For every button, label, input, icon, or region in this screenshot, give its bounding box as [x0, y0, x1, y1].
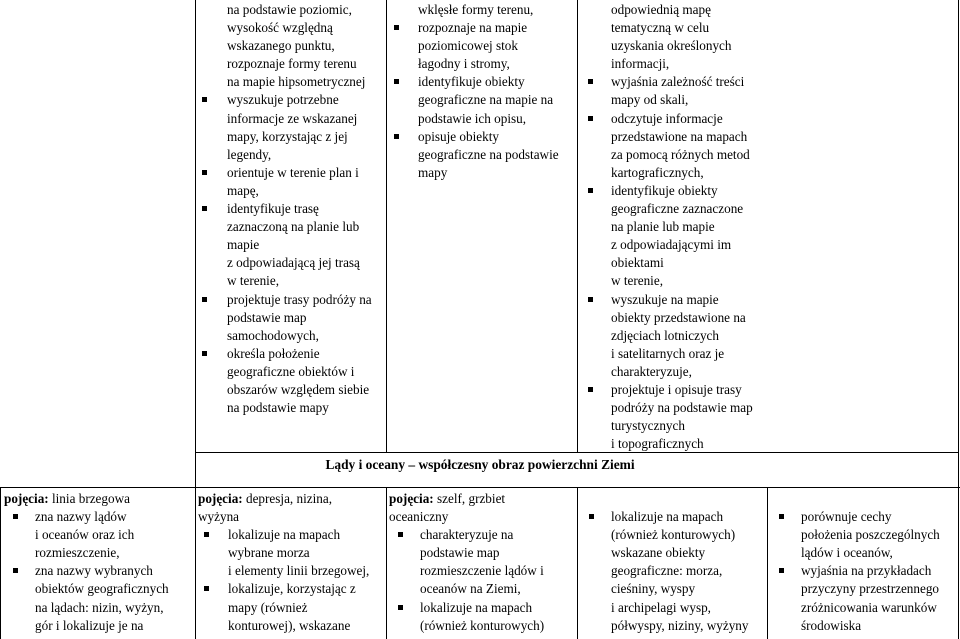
list-line	[4, 490, 194, 508]
concepts-label: pojęcia:	[198, 491, 243, 506]
list-line	[389, 164, 575, 182]
bullet-icon	[202, 351, 207, 356]
list-line	[198, 617, 384, 635]
line-text: i elementy linii brzegowej,	[228, 563, 370, 579]
line-text: odpowiednią mapę	[611, 2, 711, 17]
line-text: rozpoznaje formy terenu	[227, 56, 357, 72]
list-line	[580, 1, 956, 19]
list-line	[198, 37, 384, 55]
list-line	[389, 617, 575, 635]
line-text: rozpoznaje na mapie	[418, 20, 528, 36]
bullet-icon	[13, 514, 18, 519]
list-line	[580, 272, 956, 290]
list-line	[580, 399, 956, 417]
list-line	[580, 327, 956, 345]
line-text: geograficzne: morza,	[611, 563, 723, 579]
line-text: informacje ze wskazanej	[227, 110, 358, 126]
line-text: poziomicowej stok	[418, 38, 518, 54]
list-line	[770, 490, 957, 508]
line-text: (również konturowych)	[611, 527, 736, 543]
line-text: za pomocą różnych metod	[611, 146, 750, 162]
list-line	[389, 19, 575, 37]
line-text: wyszukuje na mapie	[611, 291, 719, 307]
line-text: szelf, grzbiet	[433, 491, 506, 506]
list-line	[198, 164, 384, 182]
list-line	[198, 254, 384, 272]
line-text: identyfikuje obiekty	[611, 182, 718, 198]
list-line	[198, 291, 384, 309]
list-line	[580, 19, 956, 37]
list-line	[389, 1, 575, 19]
line-text: mapy	[418, 164, 448, 180]
list-line	[389, 37, 575, 55]
line-text: podstawie map	[227, 309, 307, 325]
line-text: odczytuje informacje	[611, 110, 723, 126]
line-text: lokalizuje na mapach	[420, 599, 533, 615]
list-line	[198, 236, 384, 254]
list-line	[580, 218, 956, 236]
line-text: i oceanów oraz ich	[35, 527, 135, 543]
line-text: wyjaśnia na przykładach	[801, 563, 932, 579]
list-line	[580, 37, 956, 55]
line-text: turystycznych	[611, 418, 685, 434]
list-line	[580, 345, 956, 363]
bullet-icon	[398, 532, 403, 537]
bullet-icon	[202, 206, 207, 211]
line-text: podstawie ich opisu,	[418, 110, 527, 126]
cell-bottom-col3	[389, 490, 575, 639]
line-text: wskazane obiekty	[611, 545, 706, 561]
line-text: projektuje trasy podróży na	[227, 291, 372, 307]
bullet-icon	[588, 297, 593, 302]
line-text: linia brzegowa	[48, 491, 130, 506]
bullet-icon	[202, 297, 207, 302]
col-border-left-top	[195, 0, 196, 487]
list-line	[580, 508, 766, 526]
concepts-label: pojęcia:	[4, 491, 49, 506]
list-line	[389, 526, 575, 544]
list-line	[198, 182, 384, 200]
line-text: (również konturowych)	[420, 617, 545, 633]
line-text: zna nazwy lądów	[35, 509, 127, 525]
line-text: rozmieszczenie,	[35, 545, 120, 561]
line-text: mapę,	[227, 182, 259, 198]
list-line	[198, 363, 384, 381]
line-text: charakteryzuje,	[611, 363, 692, 379]
list-line	[389, 508, 575, 526]
list-line	[580, 291, 956, 309]
list-line	[580, 91, 956, 109]
list-line	[198, 91, 384, 109]
list-line	[198, 327, 384, 345]
list-line	[389, 55, 575, 73]
list-line	[198, 526, 384, 544]
bullet-icon	[588, 387, 593, 392]
cell-bottom-col1	[4, 490, 194, 639]
list-line	[389, 91, 575, 109]
list-line	[198, 146, 384, 164]
bullet-icon	[589, 514, 594, 519]
list-line	[580, 254, 956, 272]
col-border-3-top	[577, 0, 578, 452]
list-line	[4, 580, 194, 598]
list-line	[389, 599, 575, 617]
cell-top-col4	[580, 1, 956, 451]
list-line	[770, 617, 957, 635]
list-line	[580, 164, 956, 182]
line-text: obiektów geograficznych	[35, 581, 169, 597]
line-text: identyfikuje obiekty	[418, 74, 525, 90]
bullet-icon	[202, 97, 207, 102]
col-border-4-bottom	[577, 487, 578, 639]
list-line	[580, 544, 766, 562]
list-line	[198, 128, 384, 146]
list-line	[198, 599, 384, 617]
line-text: podstawie map	[420, 545, 500, 561]
line-text: konturowej), wskazane	[228, 617, 351, 633]
list-line	[198, 1, 384, 19]
line-text: w terenie,	[611, 273, 663, 289]
line-text: przyczyny przestrzennego	[801, 581, 940, 597]
line-text: wskazanego punktu,	[227, 38, 335, 54]
line-text: lokalizuje na mapach	[611, 509, 724, 525]
list-line	[4, 508, 194, 526]
list-line	[4, 544, 194, 562]
concepts-label: pojęcia:	[389, 491, 434, 506]
list-line	[198, 544, 384, 562]
requirements-list	[389, 1, 575, 182]
col-border-2-bottom	[195, 487, 196, 639]
line-text: podróży na podstawie map	[611, 400, 753, 416]
bullet-icon	[398, 605, 403, 610]
bullet-icon	[13, 568, 18, 573]
bullet-icon	[394, 79, 399, 84]
list-line	[198, 562, 384, 580]
line-text: geograficzne na podstawie	[418, 146, 559, 162]
list-line	[198, 580, 384, 598]
list-line	[770, 508, 957, 526]
line-text: depresja, nizina,	[242, 491, 333, 506]
line-text: położenia poszczególnych	[801, 527, 940, 543]
list-line	[580, 490, 766, 508]
bullet-icon	[204, 532, 209, 537]
requirements-list	[580, 1, 956, 451]
line-text: na planie lub mapie	[611, 219, 715, 235]
line-text: informacji,	[611, 56, 670, 72]
line-text: obiektami	[611, 255, 664, 271]
col-border-left-bottom	[0, 487, 1, 639]
line-text: i topograficznych	[611, 436, 704, 451]
line-text: mapy od skali,	[611, 92, 689, 108]
line-text: geograficzne zaznaczone	[611, 201, 744, 217]
bullet-icon	[779, 514, 784, 519]
line-text: mapie	[227, 237, 260, 253]
line-text: na lądach: nizin, wyżyn,	[35, 599, 164, 615]
line-text: kartograficznych,	[611, 164, 704, 180]
list-line	[389, 146, 575, 164]
list-line	[389, 562, 575, 580]
list-line	[4, 526, 194, 544]
list-line	[580, 599, 766, 617]
line-text: gór i lokalizuje je na	[35, 617, 144, 633]
line-text: zaznaczoną na planie lub	[227, 219, 360, 235]
list-line	[580, 236, 956, 254]
line-text: identyfikuje trasę	[227, 201, 319, 217]
bullet-icon	[588, 79, 593, 84]
line-text: wysokość względną	[227, 20, 333, 36]
list-line	[389, 490, 575, 508]
bullet-icon	[202, 170, 207, 175]
line-text: geograficzne na mapie na	[418, 92, 554, 108]
list-line	[389, 110, 575, 128]
list-line	[198, 309, 384, 327]
col-border-right-bottom	[958, 487, 959, 639]
list-line	[198, 399, 384, 417]
list-line	[4, 617, 194, 635]
cell-top-col2	[198, 1, 384, 451]
line-text: wyżyna	[198, 509, 240, 525]
line-text: charakteryzuje na	[420, 527, 514, 543]
line-text: rozmieszczenie lądów i	[420, 563, 544, 579]
list-line	[389, 73, 575, 91]
list-line	[4, 599, 194, 617]
list-line	[770, 580, 957, 598]
line-text: przedstawione na mapach	[611, 128, 748, 144]
line-text: w terenie,	[227, 273, 279, 289]
list-line	[198, 19, 384, 37]
list-line	[580, 73, 956, 91]
list-line	[580, 200, 956, 218]
list-line	[580, 309, 956, 327]
list-line	[198, 272, 384, 290]
col-border-2-top	[386, 0, 387, 452]
requirements-list	[580, 490, 766, 635]
list-line	[770, 544, 957, 562]
line-text: obszarów względem siebie	[227, 381, 370, 397]
line-text: cieśniny, wyspy	[611, 581, 696, 597]
line-text: z odpowiadającą jej trasą	[227, 255, 360, 271]
line-text: na podstawie mapy	[227, 400, 329, 416]
list-line	[580, 435, 956, 451]
line-text: na podstawie poziomic,	[227, 2, 352, 17]
line-text: zna nazwy wybranych	[35, 563, 153, 579]
list-line	[770, 526, 957, 544]
cell-top-col3	[389, 1, 575, 451]
list-line	[580, 562, 766, 580]
cell-bottom-col5	[770, 490, 957, 639]
line-text: orientuje w terenie plan i	[227, 164, 359, 180]
list-line	[580, 381, 956, 399]
list-line	[198, 73, 384, 91]
line-text: lokalizuje na mapach	[228, 527, 341, 543]
list-line	[198, 490, 384, 508]
cell-bottom-col4	[580, 490, 766, 639]
row-border-section-top	[195, 452, 959, 453]
list-line	[770, 599, 957, 617]
bullet-icon	[588, 188, 593, 193]
bullet-icon	[394, 134, 399, 139]
bullet-icon	[394, 25, 399, 30]
list-line	[580, 580, 766, 598]
line-text: wybrane morza	[228, 545, 310, 561]
line-text: mapy (również	[228, 599, 308, 615]
line-text: lokalizuje, korzystając z	[228, 581, 356, 597]
line-text: mapy, korzystając z jej	[227, 128, 348, 144]
line-text: wklęsłe formy terenu,	[418, 2, 534, 17]
requirements-list	[4, 490, 194, 635]
list-line	[198, 508, 384, 526]
line-text: środowiska	[801, 617, 862, 633]
list-line	[198, 345, 384, 363]
section-title: Lądy i oceany – współczesny obraz powierzchni Ziemi	[325, 457, 635, 472]
line-text: samochodowych,	[227, 327, 319, 343]
line-text: uzyskania określonych	[611, 38, 732, 54]
line-text: i archipelagi wysp,	[611, 599, 711, 615]
line-text: wyjaśnia zależność treści	[611, 74, 745, 90]
requirements-list	[198, 490, 384, 635]
requirements-list	[389, 490, 575, 635]
list-line	[770, 562, 957, 580]
list-line	[389, 580, 575, 598]
row-border-section-bottom	[0, 487, 960, 488]
cell-bottom-col2	[198, 490, 384, 639]
list-line	[580, 526, 766, 544]
list-line	[198, 55, 384, 73]
bullet-icon	[204, 586, 209, 591]
line-text: zdjęciach lotniczych	[611, 327, 720, 343]
col-border-right-top	[958, 0, 959, 487]
col-border-3-bottom	[386, 487, 387, 639]
list-line	[580, 417, 956, 435]
line-text: łagodny i stromy,	[418, 56, 510, 72]
line-text: oceanów na Ziemi,	[420, 581, 521, 597]
list-line	[580, 128, 956, 146]
line-text: i satelitarnych oraz je	[611, 345, 725, 361]
list-line	[580, 617, 766, 635]
line-text: obiekty przedstawione na	[611, 309, 746, 325]
bullet-icon	[588, 116, 593, 121]
line-text: geograficzne obiektów i	[227, 363, 355, 379]
line-text: porównuje cechy	[801, 509, 892, 525]
line-text: na mapie hipsometrycznej	[227, 74, 366, 90]
line-text: tematyczną w celu	[611, 20, 710, 36]
list-line	[580, 363, 956, 381]
requirements-list	[770, 490, 957, 635]
list-line	[389, 544, 575, 562]
bullet-icon	[779, 568, 784, 573]
list-line	[4, 562, 194, 580]
line-text: zróżnicowania warunków	[801, 599, 937, 615]
list-line	[198, 200, 384, 218]
list-line	[198, 218, 384, 236]
line-text: z odpowiadającymi im	[611, 237, 732, 253]
list-line	[198, 110, 384, 128]
line-text: półwyspy, niziny, wyżyny	[611, 617, 749, 633]
line-text: opisuje obiekty	[418, 128, 499, 144]
list-line	[580, 110, 956, 128]
line-text: określa położenie	[227, 345, 320, 361]
line-text: projektuje i opisuje trasy	[611, 381, 742, 397]
line-text: oceaniczny	[389, 509, 449, 525]
line-text: wyszukuje potrzebne	[227, 92, 339, 108]
list-line	[198, 381, 384, 399]
requirements-list	[198, 1, 384, 417]
line-text: lądów i oceanów,	[801, 545, 893, 561]
list-line	[580, 55, 956, 73]
col-border-5-bottom	[767, 487, 768, 639]
list-line	[580, 146, 956, 164]
line-text: legendy,	[227, 146, 272, 162]
list-line	[580, 182, 956, 200]
list-line	[389, 128, 575, 146]
